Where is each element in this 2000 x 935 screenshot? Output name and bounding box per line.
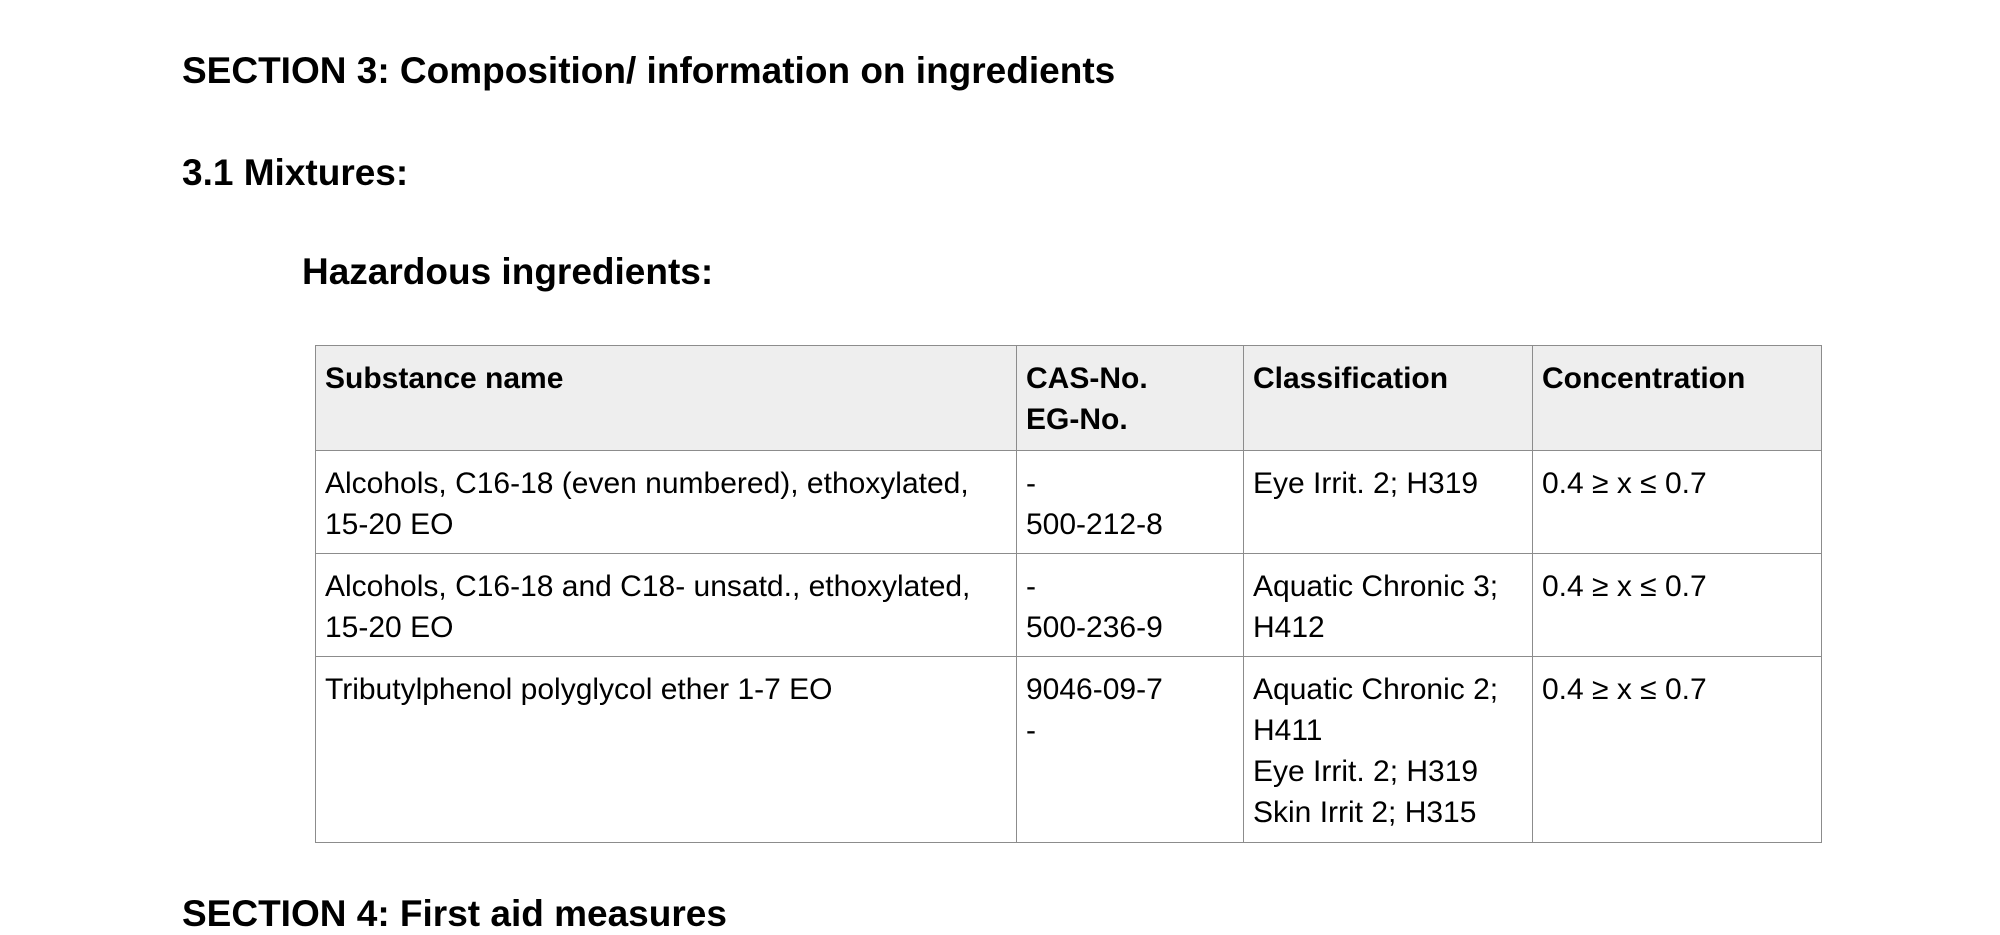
eg-no: 500-236-9	[1026, 611, 1163, 644]
cell-concentration: 0.4 ≥ x ≤ 0.7	[1533, 554, 1822, 657]
header-cas-no: CAS-No.	[1026, 362, 1148, 395]
header-eg-no: EG-No.	[1026, 403, 1128, 436]
cell-concentration: 0.4 ≥ x ≤ 0.7	[1533, 657, 1822, 843]
cell-substance-name: Tributylphenol polyglycol ether 1-7 EO	[316, 657, 1017, 843]
header-concentration: Concentration	[1533, 346, 1822, 451]
header-cas-eg-no	[1017, 346, 1244, 451]
table-row	[316, 657, 1822, 843]
cell-classification: Aquatic Chronic 2; H411 Eye Irrit. 2; H319 Skin Irrit 2; H315	[1244, 657, 1533, 843]
table-row	[316, 554, 1822, 657]
cell-cas-eg-no	[1017, 554, 1244, 657]
cell-classification: Eye Irrit. 2; H319	[1244, 451, 1533, 554]
eg-no: 500-212-8	[1026, 508, 1163, 541]
hazardous-ingredients-heading: Hazardous ingredients:	[302, 251, 714, 292]
hazardous-ingredients-table	[315, 345, 1822, 843]
cell-cas-eg-no	[1017, 451, 1244, 554]
header-substance-name: Substance name	[316, 346, 1017, 451]
cell-concentration: 0.4 ≥ x ≤ 0.7	[1533, 451, 1822, 554]
cell-cas-eg-no	[1017, 657, 1244, 843]
eg-no: -	[1026, 714, 1036, 747]
cas-no: 9046-09-7	[1026, 673, 1163, 706]
cell-substance-name: Alcohols, C16-18 (even numbered), ethoxylated, 15-20 EO	[316, 451, 1017, 554]
cell-substance-name: Alcohols, C16-18 and C18- unsatd., ethoxylated, 15-20 EO	[316, 554, 1017, 657]
cell-classification: Aquatic Chronic 3; H412	[1244, 554, 1533, 657]
cas-no: -	[1026, 467, 1036, 500]
section-4-heading: SECTION 4: First aid measures	[182, 893, 727, 934]
cas-no: -	[1026, 570, 1036, 603]
section-3-heading: SECTION 3: Composition/ information on ingredients	[182, 50, 1116, 91]
table-header-row	[316, 346, 1822, 451]
table-row	[316, 451, 1822, 554]
header-classification: Classification	[1244, 346, 1533, 451]
mixtures-subheading: 3.1 Mixtures:	[182, 152, 409, 193]
